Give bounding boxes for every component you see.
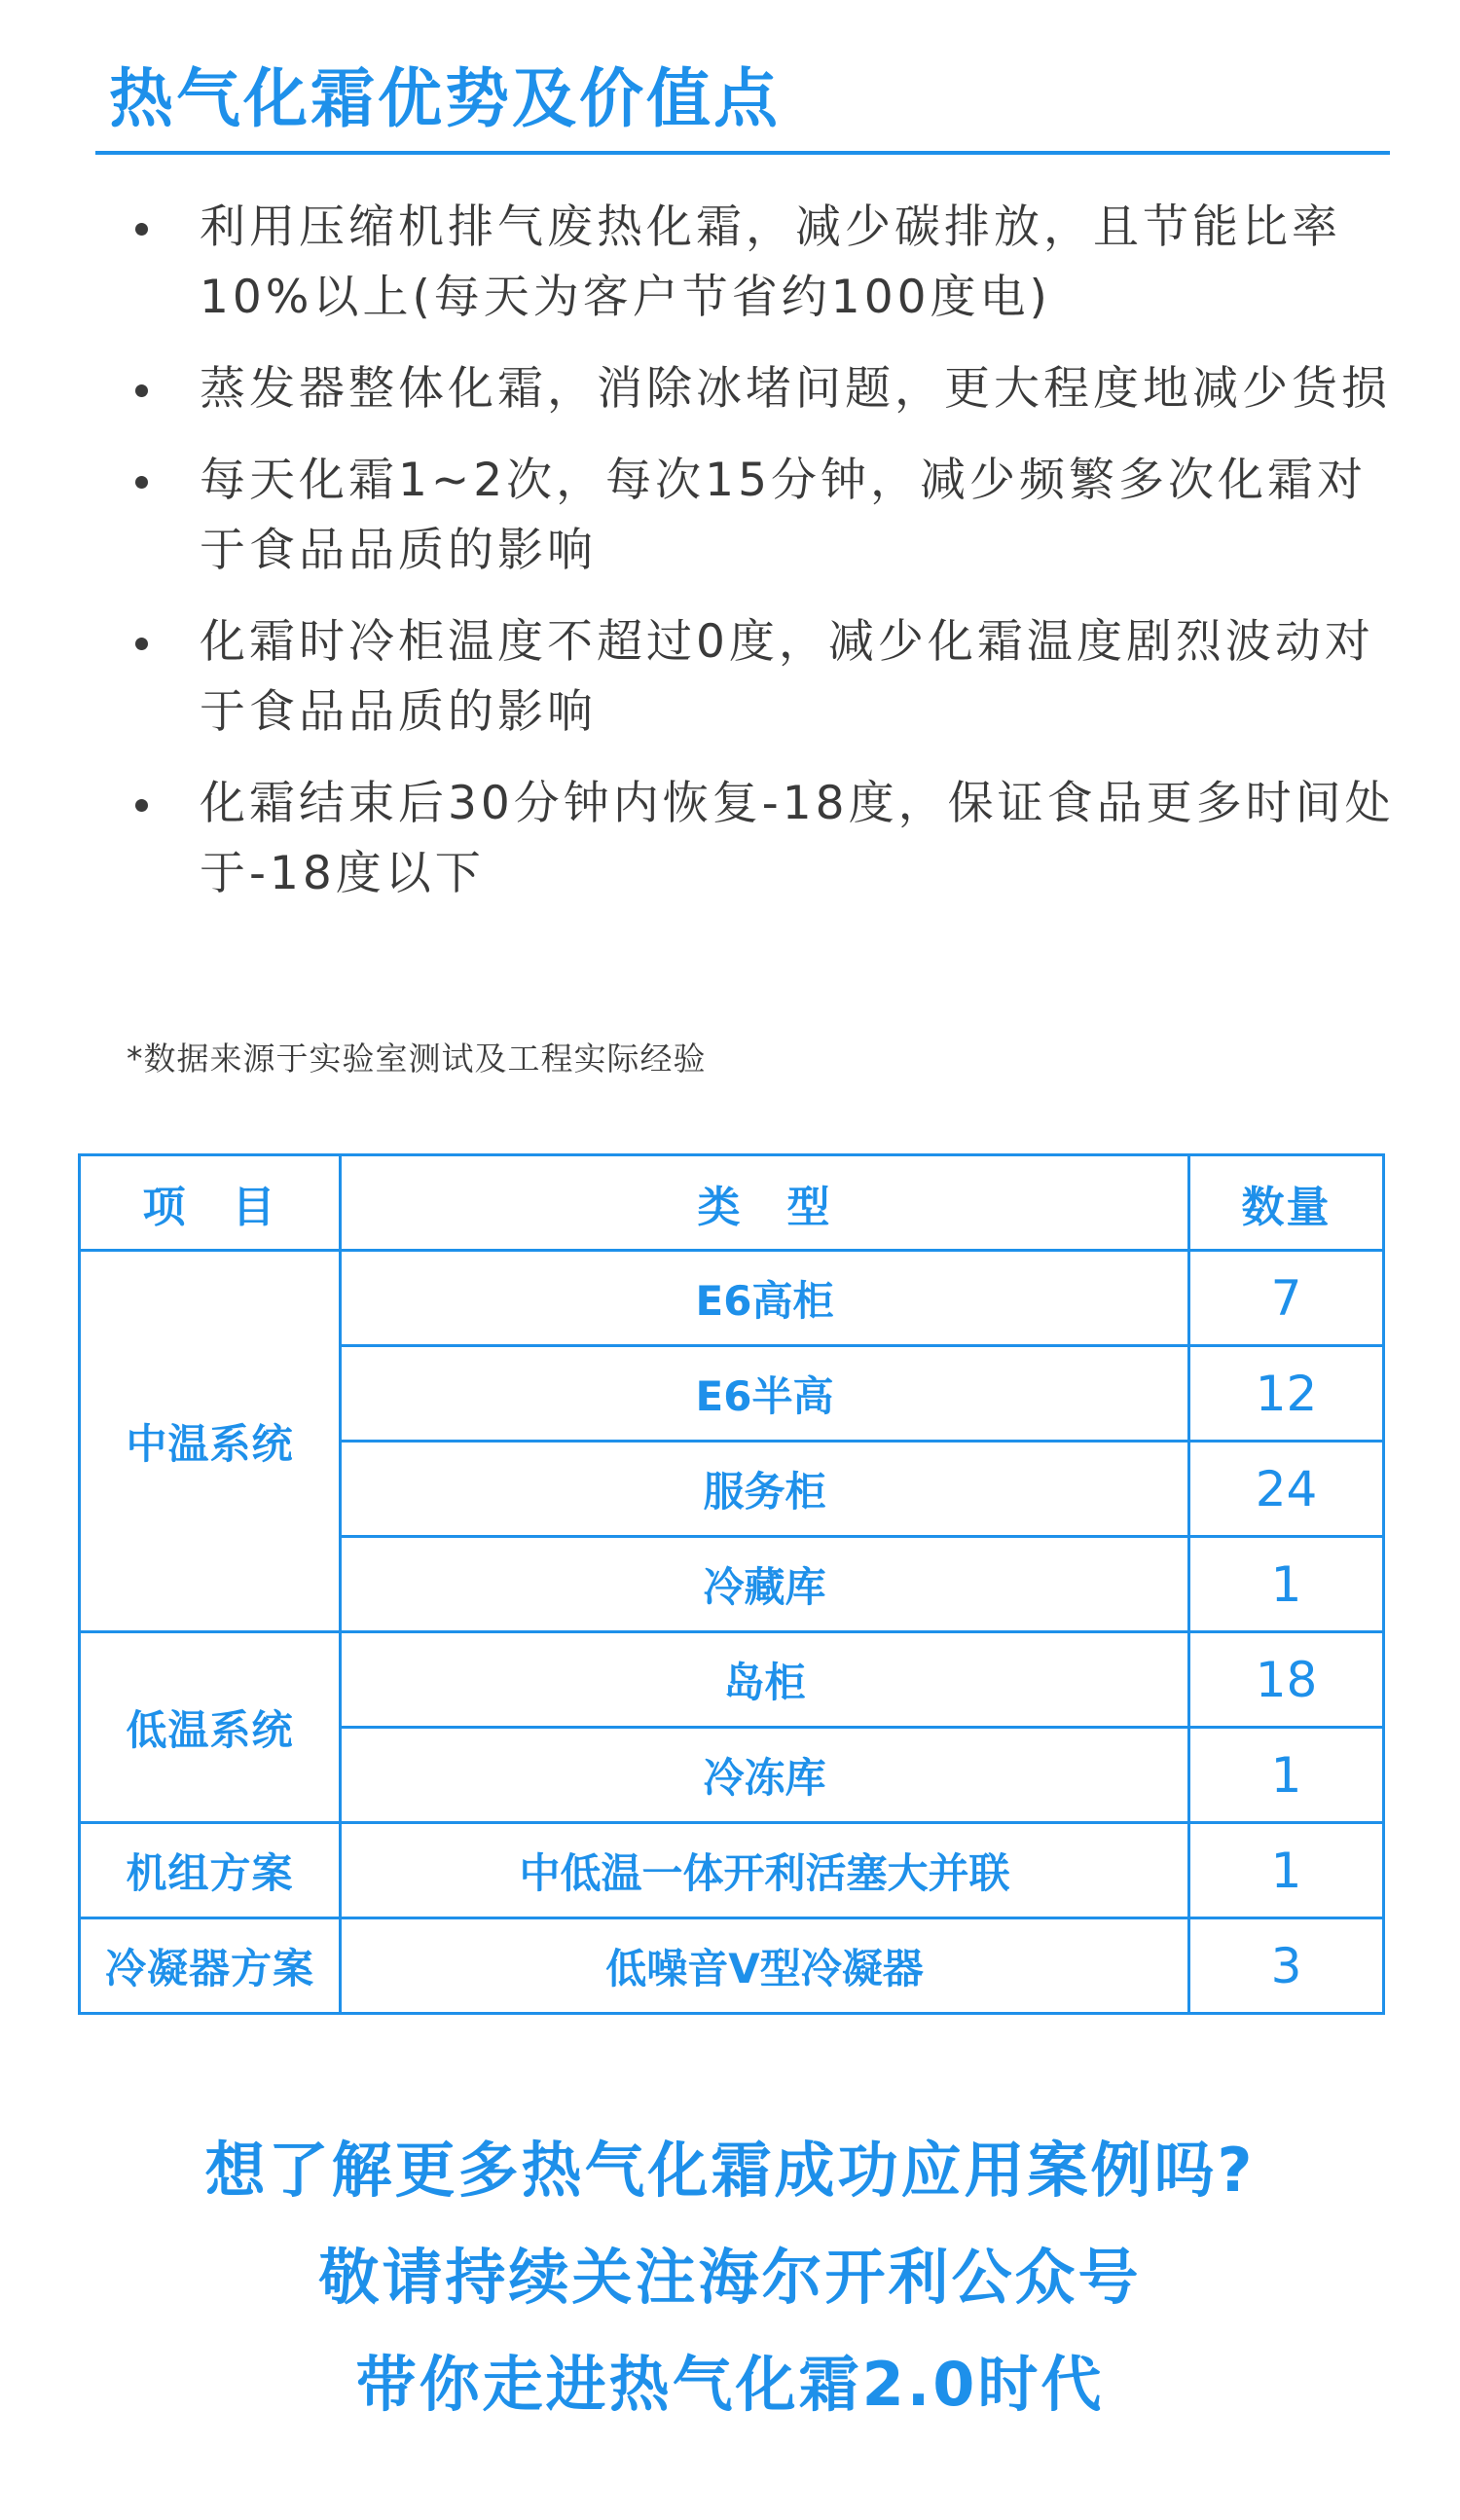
group-item: 冷凝器方案: [80, 1918, 341, 2014]
list-item: [131, 193, 1397, 333]
type-cell: 服务柜: [341, 1442, 1189, 1537]
quantity-cell: 18: [1189, 1632, 1384, 1728]
list-item: [131, 607, 1397, 748]
page-title: 热气化霜优势及价值点: [109, 61, 781, 136]
bullet-dot-icon: [135, 638, 148, 650]
footer-line: 想了解更多热气化霜成功应用案例吗?: [204, 2135, 1256, 2206]
group-item: 低温系统: [80, 1632, 341, 1823]
group-item: 中温系统: [80, 1251, 341, 1632]
bullet-dot-icon: [135, 384, 148, 397]
list-item-text: 利用压缩机排气废热化霜，减少碳排放，且节能比率10%以上(每天为客户节省约100度电): [200, 201, 1341, 324]
group-item: 机组方案: [80, 1823, 341, 1918]
quantity-cell: 1: [1189, 1728, 1384, 1823]
quantity-cell: 7: [1189, 1251, 1384, 1346]
type-cell: 岛柜: [341, 1632, 1189, 1728]
footer-cta: [0, 2117, 1460, 2438]
quantity-cell: 3: [1189, 1918, 1384, 2014]
list-item: [131, 769, 1397, 909]
table-row: [80, 1632, 1384, 1728]
quantity-cell: 12: [1189, 1346, 1384, 1442]
title-divider: [95, 151, 1390, 155]
footer-line: 带你走进热气化霜2.0时代: [355, 2349, 1105, 2420]
type-cell: 中低温一体开利活塞大并联: [341, 1823, 1189, 1918]
bullet-dot-icon: [135, 223, 148, 236]
list-item-text: 每天化霜1~2次，每次15分钟，减少频繁多次化霜对于食品品质的影响: [200, 454, 1367, 577]
list-item: [131, 446, 1397, 586]
type-cell: E6半高: [341, 1346, 1189, 1442]
bullet-dot-icon: [135, 799, 148, 812]
list-item: [131, 354, 1397, 424]
list-item-text: 蒸发器整体化霜，消除冰堵问题，更大程度地减少货损: [200, 362, 1391, 416]
table-row: [80, 1823, 1384, 1918]
advantages-list: [131, 193, 1397, 931]
table-row: [80, 1251, 1384, 1346]
type-cell: 冷冻库: [341, 1728, 1189, 1823]
type-cell: 冷藏库: [341, 1537, 1189, 1632]
type-cell: 低噪音V型冷凝器: [341, 1918, 1189, 2014]
system-spec-table: [78, 1153, 1385, 2015]
header-item: 项 目: [80, 1155, 341, 1251]
header-quantity: 数量: [1189, 1155, 1384, 1251]
bullet-dot-icon: [135, 476, 148, 489]
quantity-cell: 1: [1189, 1823, 1384, 1918]
list-item-text: 化霜结束后30分钟内恢复-18度，保证食品更多时间处于-18度以下: [200, 777, 1395, 900]
list-item-text: 化霜时冷柜温度不超过0度，减少化霜温度剧烈波动对于食品品质的影响: [200, 615, 1374, 739]
quantity-cell: 24: [1189, 1442, 1384, 1537]
table-header-row: [80, 1155, 1384, 1251]
data-source-note: *数据来源于实验室测试及工程实际经验: [127, 1040, 707, 1077]
table-row: [80, 1918, 1384, 2014]
type-cell: E6高柜: [341, 1251, 1189, 1346]
header-type: 类 型: [341, 1155, 1189, 1251]
quantity-cell: 1: [1189, 1537, 1384, 1632]
footer-line: 敬请持续关注海尔开利公众号: [318, 2242, 1142, 2313]
